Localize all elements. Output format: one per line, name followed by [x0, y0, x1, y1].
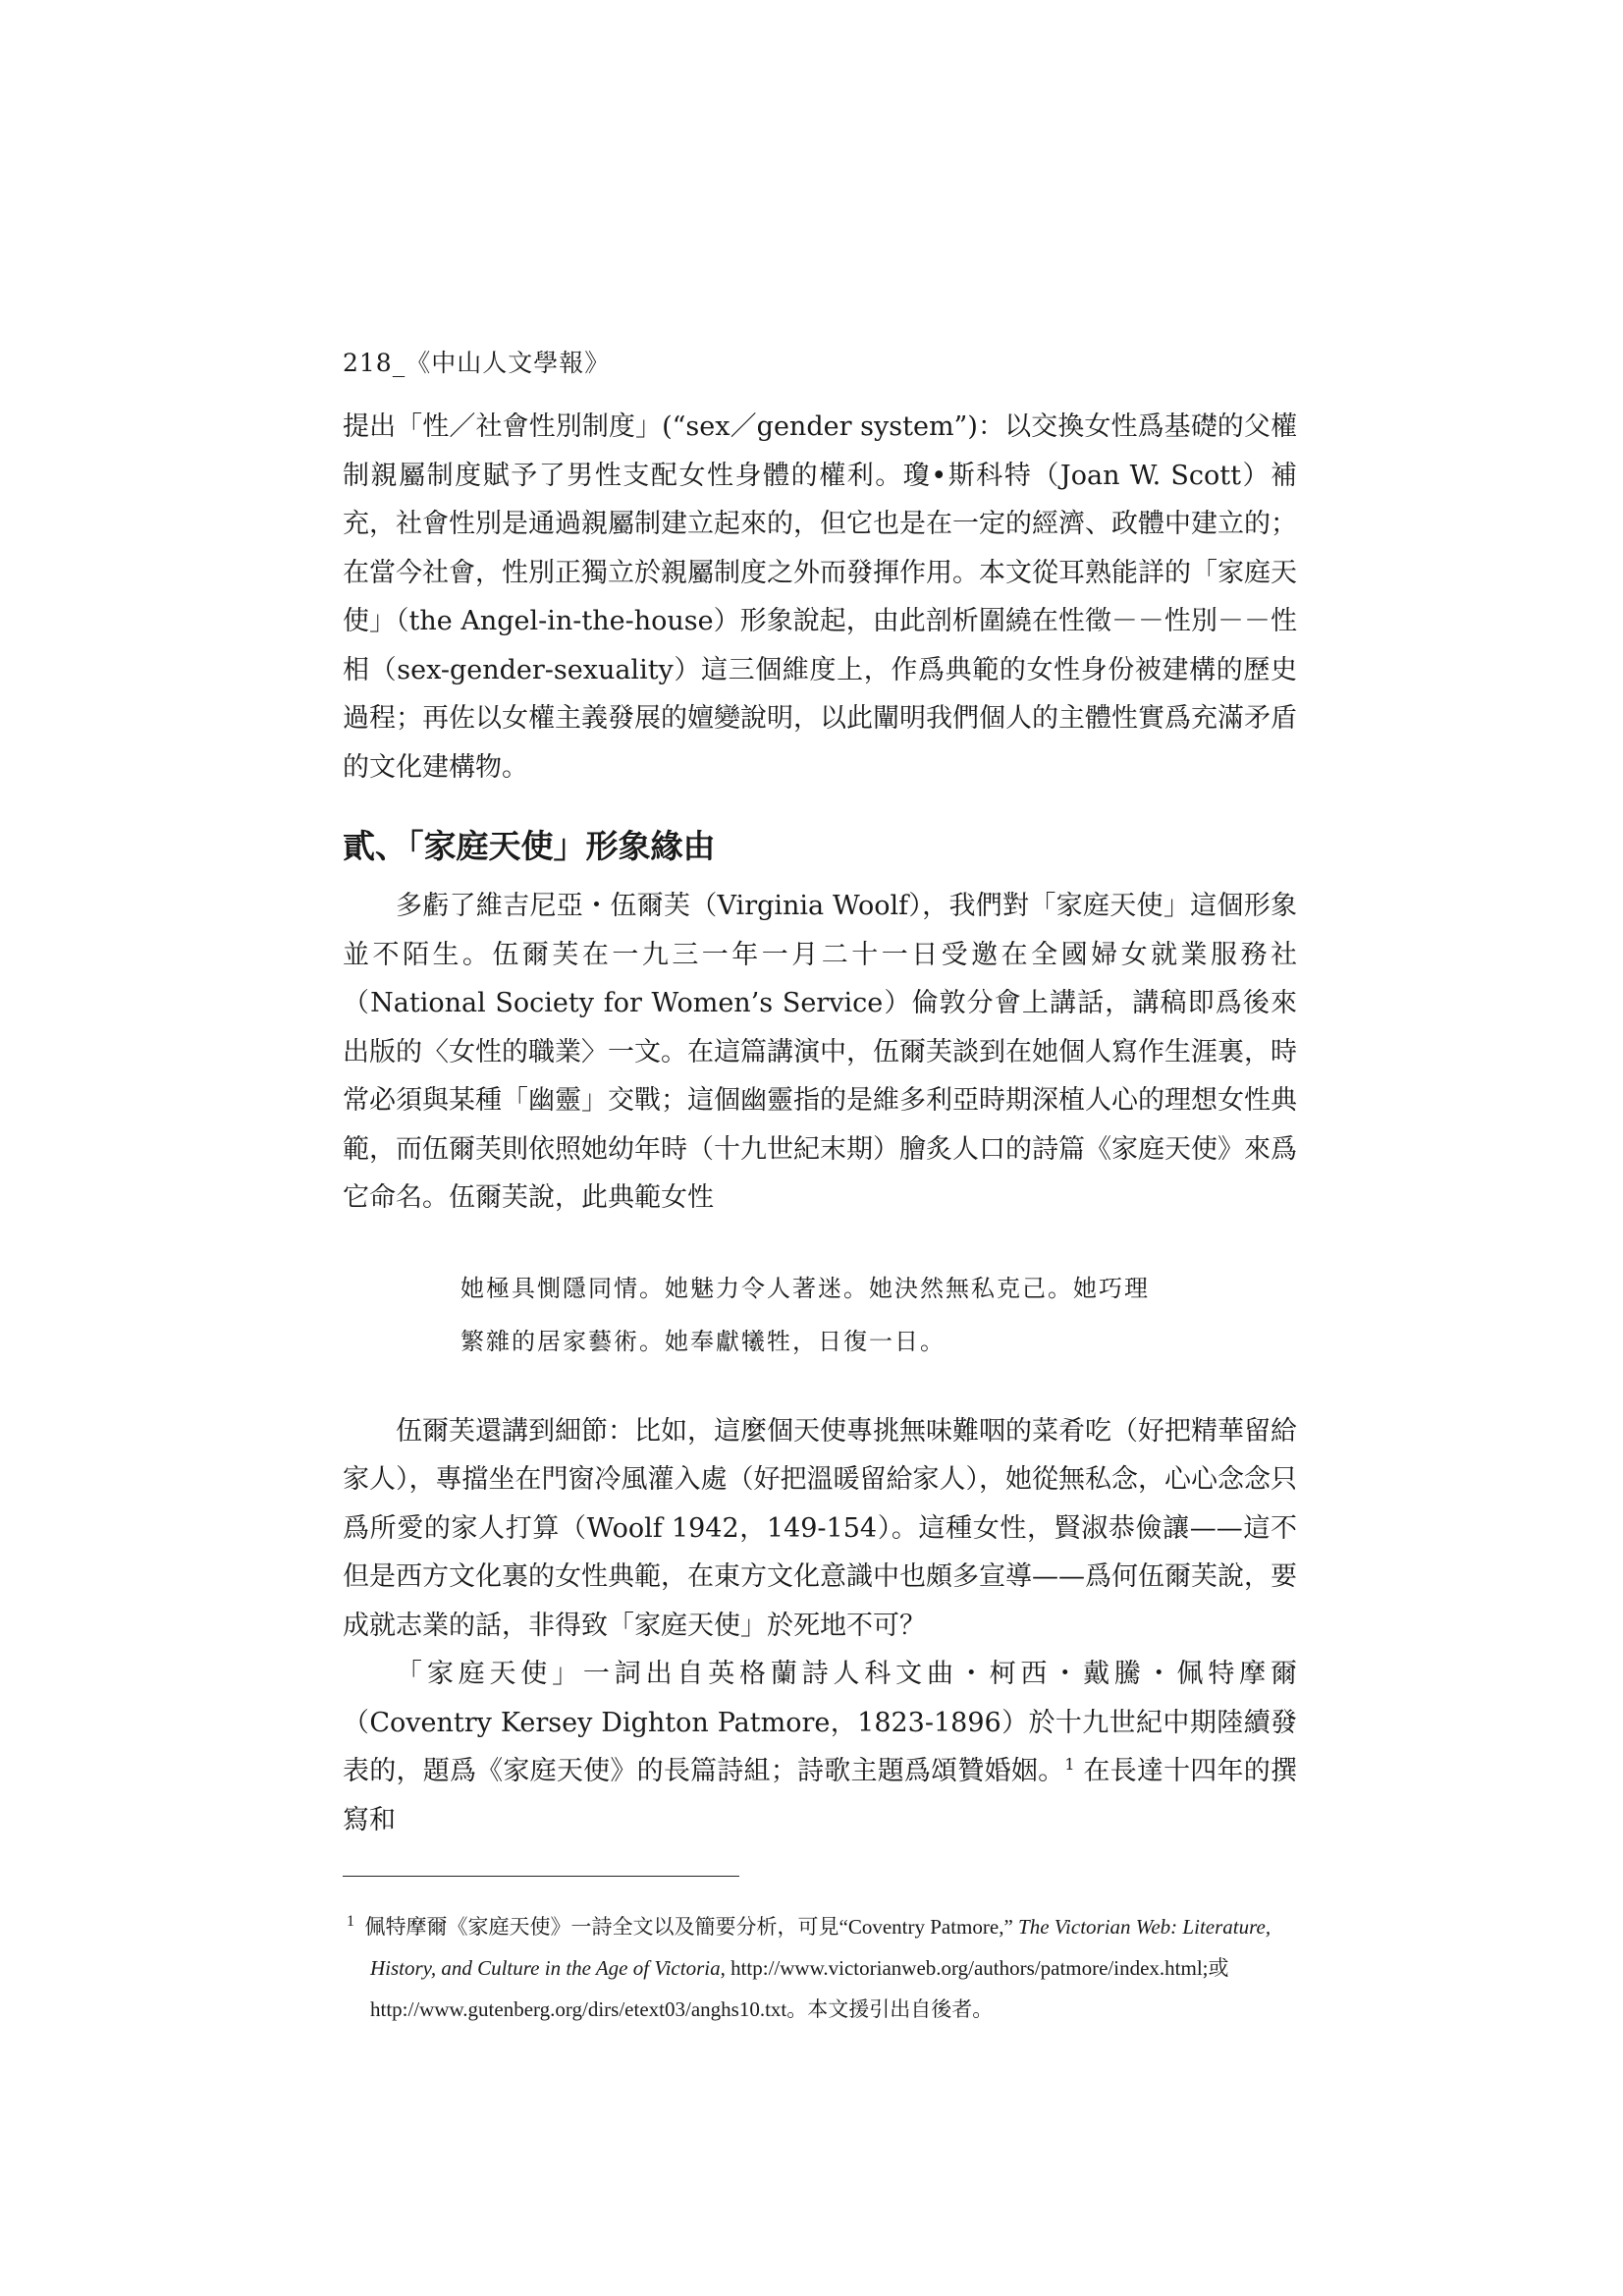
footnote-italic-title: The Victorian Web: Literature, History, and Culture in the Age of Victoria — [370, 1915, 1271, 1980]
running-header: 218_《中山人文學報》 — [343, 349, 611, 377]
footnote-reference[interactable]: 1 — [1064, 1755, 1075, 1774]
paragraph-3-text: 「家庭天使」一詞出自英格蘭詩人科文曲・柯西・戴騰・佩特摩爾（Coventry Kersey Dighton Patmore，1823-1896）於十九世紀中期陸續發表的，題爲《家庭天使》的長篇詩組；詩歌主題爲頌贊婚姻。 — [343, 1659, 1297, 1786]
footnote-number: 1 — [347, 1913, 354, 1930]
footnote-divider — [343, 1876, 739, 1877]
intro-paragraph: 提出「性／社會性別制度」(“sex／gender system”)：以交換女性爲基礎的父權制親屬制度賦予了男性支配女性身體的權利。瓊•斯科特（Joan W. Scott）補充，社會性別是通過親屬制建立起來的，但它也是在一定的經濟、政體中建立的；在當今社會，性別正獨立於親屬制度之外而發揮作用。本文從耳熟能詳的「家庭天使」（the Angel-in-the-house）形象說起，由此剖析圍繞在性徵－－性別－－性相（sex-gender-sexuality）這三個維度上，作爲典範的女性身份被建構的歷史過程；再佐以女權主義發展的嬗變說明，以此闡明我們個人的主體性實爲充滿矛盾的文化建構物。 — [343, 411, 1297, 783]
section-paragraph-2: 伍爾芙還講到細節：比如，這麼個天使專挑無味難咽的菜肴吃（好把精華留給家人），專擋坐在門窗冷風灌入處（好把溫暖留給家人），她從無私念，心心念念只爲所愛的家人打算（Woolf 1942，149-154）。這種女性，賢淑恭儉讓——這不但是西方文化裏的女性典範，在東方文化意識中也頗多宣導——爲何伍爾芙說，要成就志業的話，非得致「家庭天使」於死地不可？ — [343, 1415, 1297, 1641]
section-title: 貳、「家庭天使」形象緣由 — [343, 827, 716, 865]
section-paragraph-3 — [343, 1650, 1297, 1844]
paragraph-3-continuation: 在長達十四年的撰寫和 — [343, 1756, 1298, 1835]
quote-line-1: 她極具惻隱同情。她魅力令人著迷。她決然無私克己。她巧理 — [460, 1274, 1150, 1302]
section-paragraph-1: 多虧了維吉尼亞・伍爾芙（Virginia Woolf），我們對「家庭天使」這個形象並不陌生。伍爾芙在一九三一年一月二十一日受邀在全國婦女就業服務社（National Society for Women’s Service）倫敦分會上講話，講稿即爲後來出版的〈女性的職業〉一文。在這篇講演中，伍爾芙談到在她個人寫作生涯裏，時常必須與某種「幽靈」交戰；這個幽靈指的是維多利亞時期深植人心的理想女性典範，而伍爾芙則依照她幼年時（十九世紀末期）膾炙人口的詩篇《家庭天使》來爲它命名。伍爾芙說，此典範女性 — [343, 891, 1297, 1213]
page-body — [343, 403, 1297, 2030]
block-quote — [343, 1262, 1297, 1368]
footnote — [343, 1906, 1297, 2030]
footnote-text-1: 佩特摩爾《家庭天使》一詩全文以及簡要分析，可見“Coventry Patmore,” — [364, 1915, 1019, 1939]
quote-line-2: 繁雜的居家藝術。她奉獻犧牲，日復一日。 — [460, 1327, 946, 1355]
footnote-text-2: , http://www.victorianweb.org/authors/patmore/index.html;或 http://www.gutenberg.org/dirs/etext03/anghs10.txt。本文援引出自後者。 — [370, 1956, 1229, 2021]
